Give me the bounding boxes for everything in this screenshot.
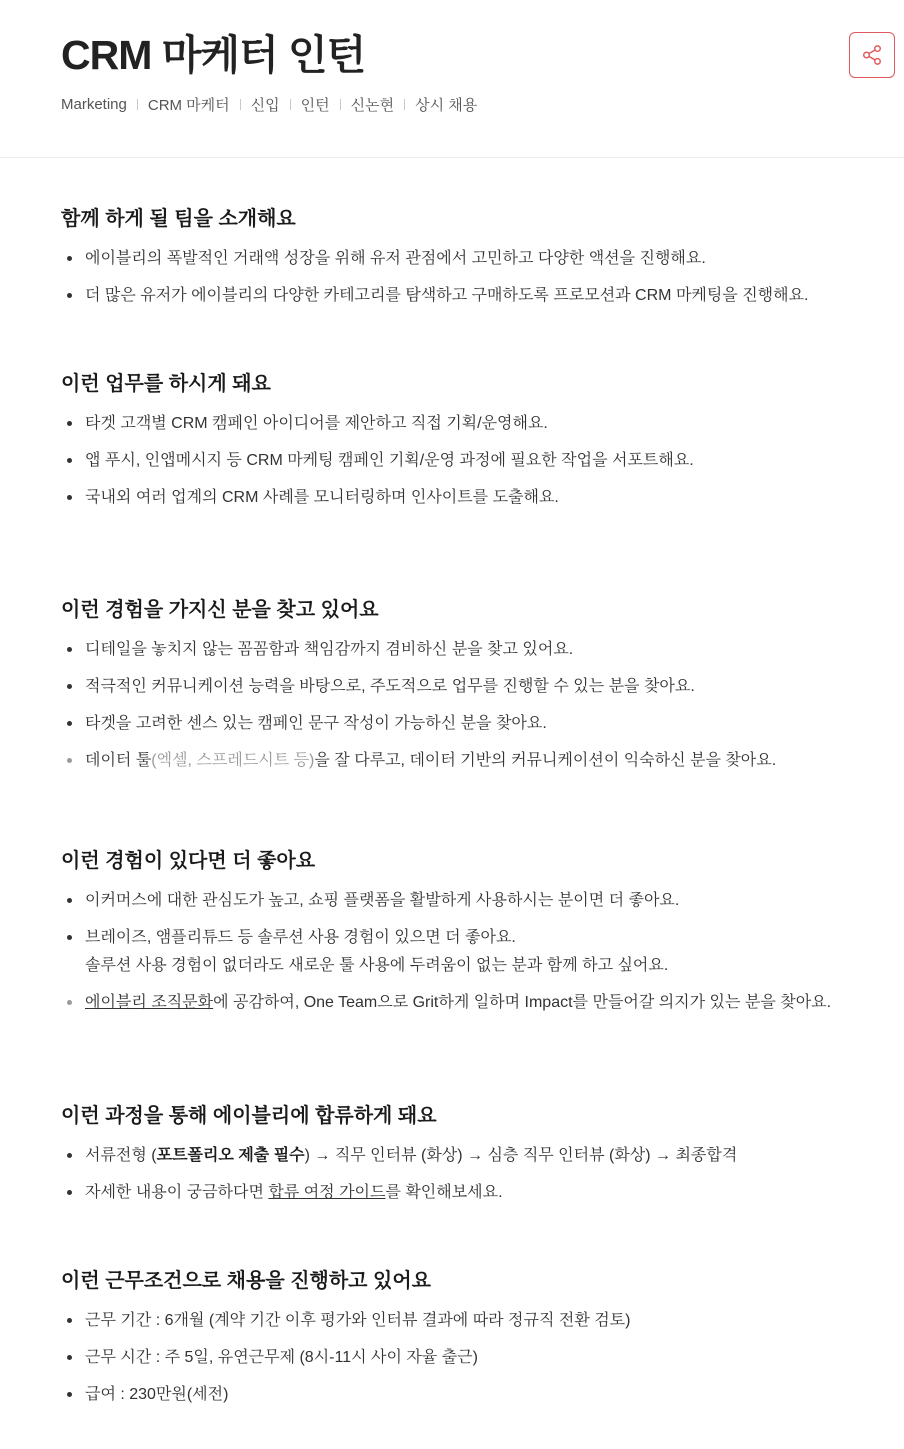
item-text-example: (엑셀, 스프레드시트 등) <box>151 752 315 769</box>
tag-divider <box>137 99 138 110</box>
bullet-list <box>61 1144 881 1204</box>
item-text: 솔루션 사용 경험이 없더라도 새로운 툴 사용에 두려움이 없는 분과 함께 하고 싶어요. <box>85 957 669 974</box>
item-text: 데이터 툴 <box>85 752 152 769</box>
list-item <box>61 1181 881 1204</box>
list-item <box>61 1144 881 1167</box>
section-responsibilities <box>61 370 881 509</box>
list-item <box>61 926 881 977</box>
list-item: 국내외 여러 업계의 CRM 사례를 모니터링하며 인사이트를 도출해요. <box>61 486 881 509</box>
list-item <box>61 749 881 772</box>
section-preferred <box>61 847 881 1014</box>
list-item: 디테일을 놓치지 않는 꼼꼼함과 책임감까지 겸비하신 분을 찾고 있어요. <box>61 638 881 661</box>
item-text: 브레이즈, 앰플리튜드 등 솔루션 사용 경험이 있으면 더 좋아요. <box>85 929 516 946</box>
tag-location: 신논현 <box>350 97 395 114</box>
bullet-list <box>61 1309 881 1406</box>
tag-role: CRM 마케터 <box>147 97 230 114</box>
onboarding-guide-link[interactable]: 합류 여정 가이드 <box>268 1184 386 1201</box>
section-heading: 이런 근무조건으로 채용을 진행하고 있어요 <box>61 1270 431 1292</box>
culture-link[interactable]: 에이블리 조직문화 <box>85 994 214 1011</box>
bullet-list <box>61 889 881 1014</box>
job-header <box>0 0 904 158</box>
share-icon <box>861 44 883 66</box>
list-item: 근무 기간 : 6개월 (계약 기간 이후 평가와 인터뷰 결과에 따라 정규직 전환 검토) <box>61 1309 881 1332</box>
list-item: 근무 시간 : 주 5일, 유연근무제 (8시-11시 사이 자율 출근) <box>61 1346 881 1369</box>
section-heading: 이런 업무를 하시게 돼요 <box>61 373 271 395</box>
tag-hiring-period: 상시 채용 <box>415 97 478 114</box>
share-button[interactable] <box>849 32 895 78</box>
tag-career: 신입 <box>250 97 280 114</box>
page-title: CRM 마케터 인턴 <box>61 32 366 78</box>
item-text: 를 확인해보세요. <box>385 1184 503 1201</box>
tag-employment-type: 인턴 <box>300 97 330 114</box>
bullet-list <box>61 638 881 772</box>
section-hiring-process <box>61 1102 881 1204</box>
list-item: 이커머스에 대한 관심도가 높고, 쇼핑 플랫폼을 활발하게 사용하시는 분이면 더 좋아요. <box>61 889 881 912</box>
list-item: 더 많은 유저가 에이블리의 다양한 카테고리를 탐색하고 구매하도록 프로모션과 CRM 마케팅을 진행해요. <box>61 284 881 307</box>
bullet-list <box>61 412 881 509</box>
item-text: 서류전형 ( <box>85 1147 157 1164</box>
section-work-conditions <box>61 1267 881 1406</box>
item-text: ) → 직무 인터뷰 (화상) → 심층 직무 인터뷰 (화상) → 최종합격 <box>304 1147 738 1164</box>
tag-divider <box>404 99 405 110</box>
section-heading: 함께 하게 될 팀을 소개해요 <box>61 208 296 230</box>
bullet-list <box>61 247 881 307</box>
section-qualifications <box>61 596 881 772</box>
list-item: 타겟 고객별 CRM 캠페인 아이디어를 제안하고 직접 기획/운영해요. <box>61 412 881 435</box>
section-team-intro <box>61 205 881 307</box>
item-text: 자세한 내용이 궁금하다면 <box>85 1184 269 1201</box>
list-item: 에이블리의 폭발적인 거래액 성장을 위해 유저 관점에서 고민하고 다양한 액션을 진행해요. <box>61 247 881 270</box>
item-text: 에 공감하여, One Team으로 Grit하게 일하며 Impact를 만들어갈 의지가 있는 분을 찾아요. <box>213 994 832 1011</box>
tag-divider <box>290 99 291 110</box>
list-item: 타겟을 고려한 센스 있는 캠페인 문구 작성이 가능하신 분을 찾아요. <box>61 712 881 735</box>
section-heading: 이런 경험이 있다면 더 좋아요 <box>61 850 316 872</box>
job-tags <box>61 94 477 115</box>
section-heading: 이런 과정을 통해 에이블리에 합류하게 돼요 <box>61 1105 437 1127</box>
list-item: 급여 : 230만원(세전) <box>61 1383 881 1406</box>
list-item: 적극적인 커뮤니케이션 능력을 바탕으로, 주도적으로 업무를 진행할 수 있는 분을 찾아요. <box>61 675 881 698</box>
item-text: 을 잘 다루고, 데이터 기반의 커뮤니케이션이 익숙하신 분을 찾아요. <box>314 752 777 769</box>
list-item <box>61 991 881 1014</box>
section-heading: 이런 경험을 가지신 분을 찾고 있어요 <box>61 599 379 621</box>
tag-category: Marketing <box>61 96 127 113</box>
list-item: 앱 푸시, 인앱메시지 등 CRM 마케팅 캠페인 기획/운영 과정에 필요한 작업을 서포트해요. <box>61 449 881 472</box>
tag-divider <box>240 99 241 110</box>
portfolio-required: 포트폴리오 제출 필수 <box>156 1147 305 1164</box>
tag-divider <box>340 99 341 110</box>
